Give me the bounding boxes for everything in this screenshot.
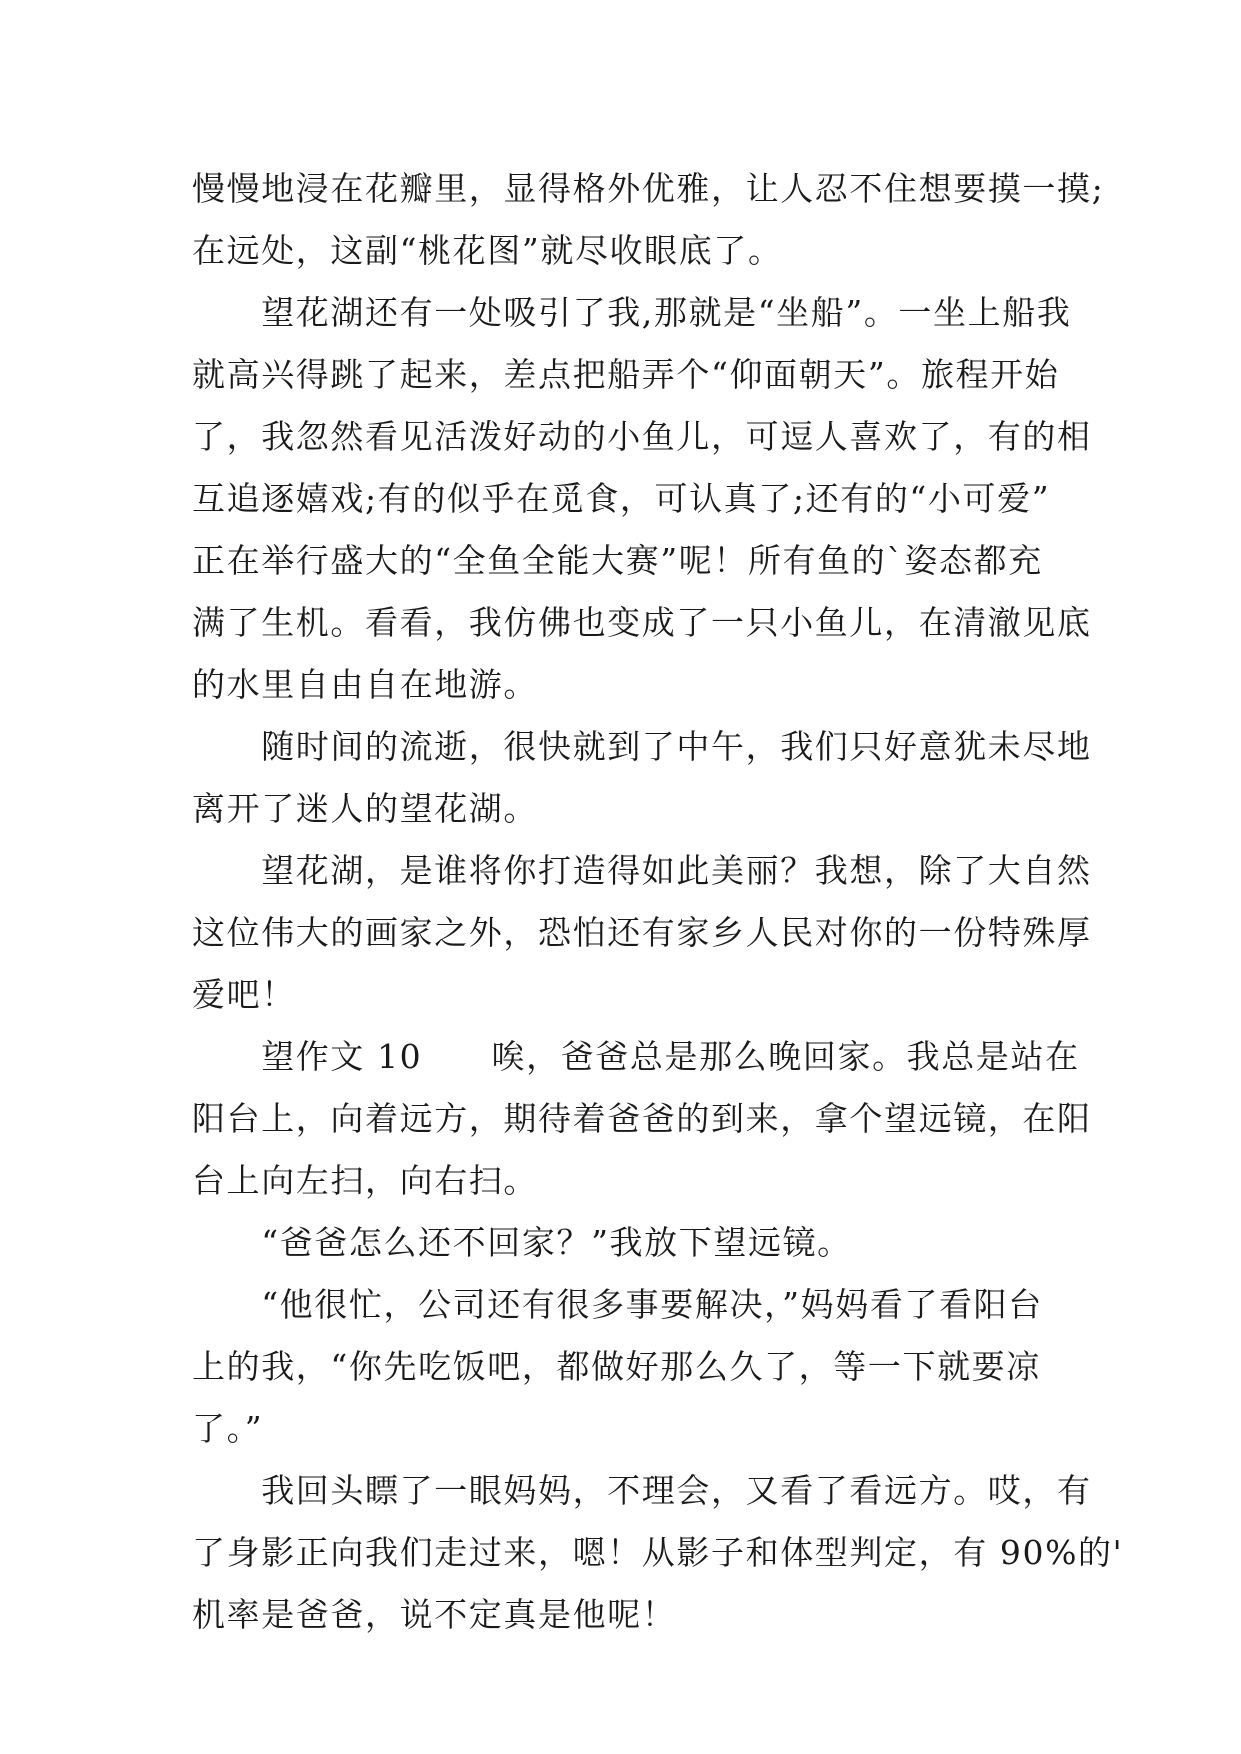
text-line: 了身影正向我们走过来，嗯！从影子和体型判定，有 90%的' — [192, 1533, 1124, 1572]
text-line: 就高兴得跳了起来，差点把船弄个“仰面朝天”。旅程开始 — [192, 355, 1060, 394]
text-line: 的水里自由自在地游。 — [192, 665, 538, 704]
text-line: 机率是爸爸，说不定真是他呢！ — [192, 1595, 677, 1634]
text-line: 这位伟大的画家之外，恐怕还有家乡人民对你的一份特殊厚 — [192, 913, 1092, 952]
text-line: 慢慢地浸在花瓣里，显得格外优雅，让人忍不住想要摸一摸; — [192, 169, 1105, 208]
text-line: 在远处，这副“桃花图”就尽收眼底了。 — [192, 231, 783, 270]
text-line: 了，我忽然看见活泼好动的小鱼儿，可逗人喜欢了，有的相 — [192, 417, 1092, 456]
text-line: 望作文 10 唉，爸爸总是那么晚回家。我总是站在 — [192, 1037, 1080, 1076]
text-line: 台上向左扫，向右扫。 — [192, 1161, 538, 1200]
text-line: 互追逐嬉戏;有的似乎在觅食，可认真了;还有的“小可爱” — [192, 479, 1051, 518]
text-line: 随时间的流逝，很快就到了中午，我们只好意犹未尽地 — [192, 727, 1092, 766]
text-line: 上的我，“你先吃饭吧，都做好那么久了，等一下就要凉 — [192, 1347, 1041, 1386]
text-line: 我回头瞟了一眼妈妈，不理会，又看了看远方。哎，有 — [192, 1471, 1092, 1510]
text-line: 满了生机。看看，我仿佛也变成了一只小鱼儿，在清澈见底 — [192, 603, 1092, 642]
text-line: 爱吧！ — [192, 975, 296, 1014]
text-line: 了。” — [192, 1409, 264, 1448]
text-line: 阳台上，向着远方，期待着爸爸的到来，拿个望远镜，在阳 — [192, 1099, 1092, 1138]
text-line: “爸爸怎么还不回家？”我放下望远镜。 — [192, 1223, 852, 1262]
text-line: “他很忙，公司还有很多事要解决，”妈妈看了看阳台 — [192, 1285, 1043, 1324]
text-line: 正在举行盛大的“全鱼全能大赛”呢！所有鱼的`姿态都充 — [192, 541, 1043, 580]
text-line: 离开了迷人的望花湖。 — [192, 789, 538, 828]
text-line: 望花湖还有一处吸引了我,那就是“坐船”。一坐上船我 — [192, 293, 1072, 332]
document-body — [192, 158, 1124, 1646]
text-line: 望花湖，是谁将你打造得如此美丽？我想，除了大自然 — [192, 851, 1092, 890]
